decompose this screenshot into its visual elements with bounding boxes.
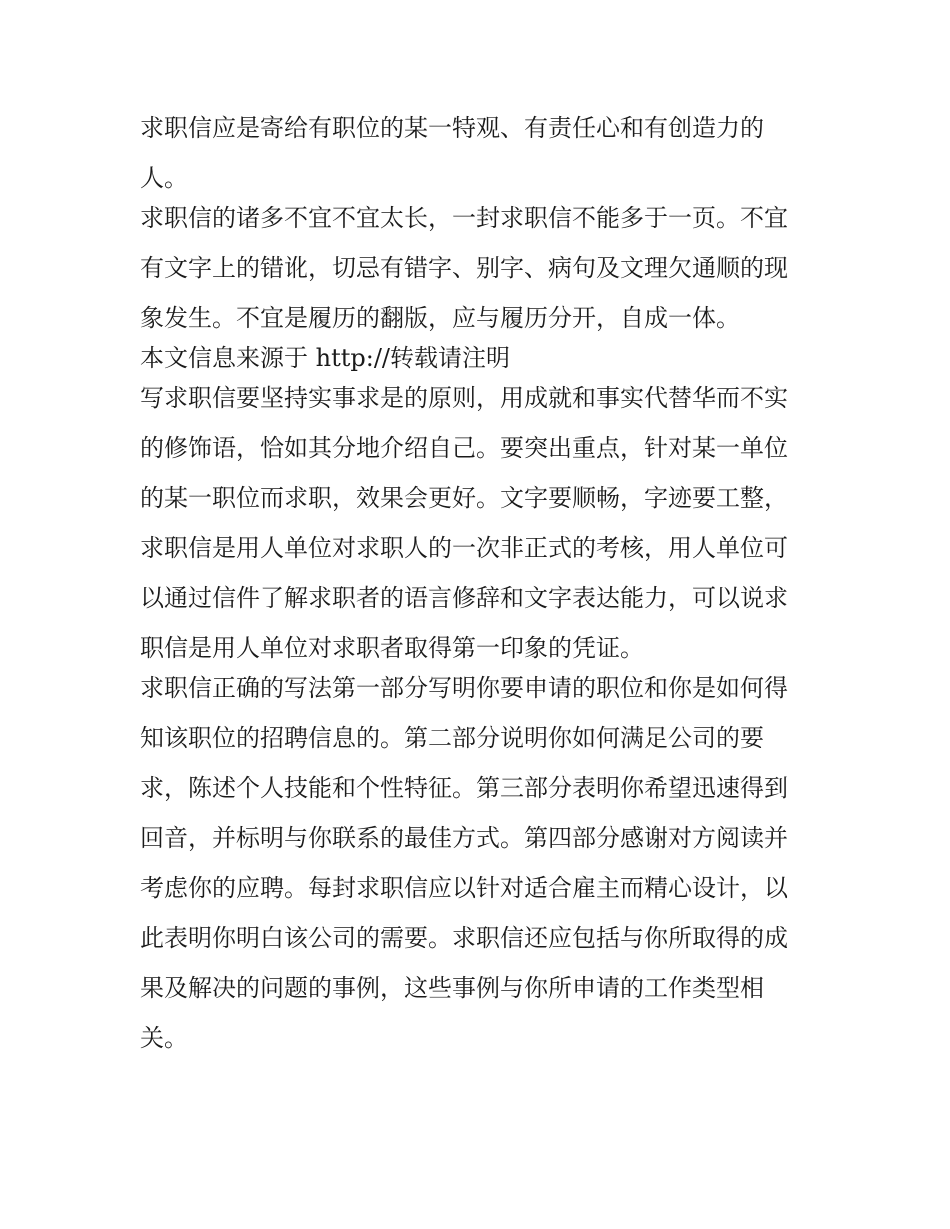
text-line: 人。 (140, 164, 188, 192)
text-line: 回音，并标明与你联系的最佳方式。第四部分感谢对方阅读并 (140, 824, 788, 852)
text-line: 写求职信要坚持实事求是的原则，用成就和事实代替华而不实 (140, 384, 788, 412)
paragraph-5 (140, 668, 820, 1058)
text-line: 关。 (140, 1024, 188, 1052)
text-line: 求职信是用人单位对求职人的一次非正式的考核，用人单位可 (140, 534, 788, 562)
text-line: 求职信应是寄给有职位的某一特观、有责任心和有创造力的 (140, 114, 764, 142)
text-line: 以通过信件了解求职者的语言修辞和文字表达能力，可以说求 (140, 584, 788, 612)
text-line: 有文字上的错讹，切忌有错字、别字、病句及文理欠通顺的现 (140, 254, 788, 282)
text-line: 知该职位的招聘信息的。第二部分说明你如何满足公司的要 (140, 724, 764, 752)
paragraph-4 (140, 378, 820, 668)
text-line: 象发生。不宜是履历的翻版，应与履历分开，自成一体。 (140, 304, 740, 332)
text-line: 求职信的诸多不宜不宜太长，一封求职信不能多于一页。不宜 (140, 204, 788, 232)
document-page (140, 108, 820, 1058)
text-line: 的修饰语，恰如其分地介绍自己。要突出重点，针对某一单位 (140, 434, 788, 462)
text-line: 求职信正确的写法第一部分写明你要申请的职位和你是如何得 (140, 674, 788, 702)
paragraph-2 (140, 198, 820, 338)
source-note: 本文信息来源于 http://转载请注明 (140, 344, 510, 372)
text-line: 职信是用人单位对求职者取得第一印象的凭证。 (140, 634, 644, 662)
text-line: 求，陈述个人技能和个性特征。第三部分表明你希望迅速得到 (140, 774, 788, 802)
paragraph-1 (140, 108, 820, 198)
text-line: 此表明你明白该公司的需要。求职信还应包括与你所取得的成 (140, 924, 788, 952)
text-line: 果及解决的问题的事例，这些事例与你所申请的工作类型相 (140, 974, 764, 1002)
paragraph-3 (140, 338, 820, 378)
text-line: 考虑你的应聘。每封求职信应以针对适合雇主而精心设计，以 (140, 874, 788, 902)
text-line: 的某一职位而求职，效果会更好。文字要顺畅，字迹要工整， (140, 484, 788, 512)
